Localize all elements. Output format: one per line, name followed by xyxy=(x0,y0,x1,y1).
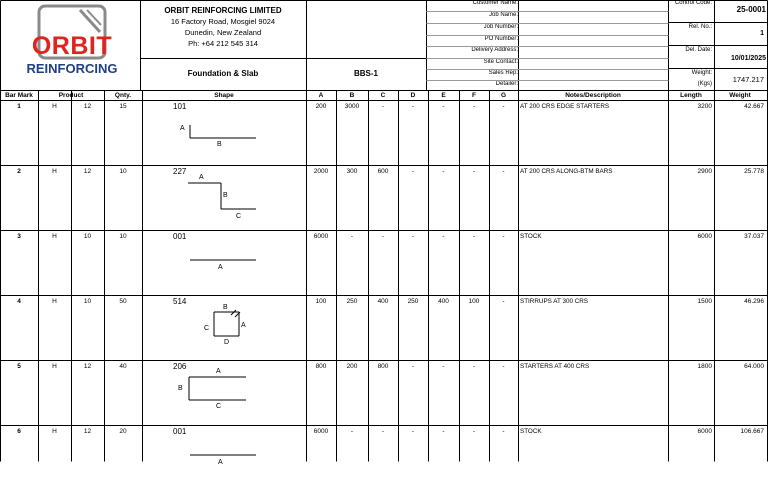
label-rel-no: Rel. No.: xyxy=(688,24,712,30)
label-delivery-address: Delivery Address: xyxy=(471,47,518,53)
col-c: C xyxy=(380,92,386,99)
col-e: E xyxy=(441,92,446,99)
cell-dim-c: - xyxy=(381,233,385,240)
cell-dim-a: 6000 xyxy=(313,428,329,435)
cell-length: 6000 xyxy=(697,233,712,240)
cell-dim-e: - xyxy=(442,103,445,110)
col-g: G xyxy=(500,92,507,99)
cell-dim-e: - xyxy=(442,428,445,435)
col-bar-mark: Bar Mark xyxy=(5,92,33,99)
weight-unit: (Kgs) xyxy=(697,81,712,87)
cell-dim-a: 200 xyxy=(315,103,327,110)
cell-weight: 46.296 xyxy=(744,298,764,305)
label-site-contact: Site Contact: xyxy=(483,59,518,65)
label-detailer: Detailer: xyxy=(495,81,518,87)
cell-dim-f: 100 xyxy=(468,298,480,305)
bar-shape-drawing xyxy=(142,166,306,231)
cell-dim-c: 800 xyxy=(377,363,389,370)
cell-shape-code: 514 xyxy=(173,297,187,306)
cell-shape-code: 227 xyxy=(173,167,187,176)
shape-label-b: B xyxy=(223,192,228,199)
cell-notes: STARTERS AT 400 CRS xyxy=(520,363,590,370)
cell-dim-b: 300 xyxy=(346,168,358,175)
cell-shape-code: 001 xyxy=(173,427,187,436)
cell-bar-mark: 4 xyxy=(17,298,21,305)
label-weight: Weight: xyxy=(691,70,712,76)
label-job-number: Job Number: xyxy=(483,24,518,30)
logo-text-reinforcing: REINFORCING xyxy=(26,61,118,76)
cell-dim-e: - xyxy=(442,233,445,240)
cell-dim-c: - xyxy=(381,428,385,435)
label-job-name: Job Name: xyxy=(488,12,518,18)
rel-no-value: 1 xyxy=(760,30,764,37)
cell-dim-b: - xyxy=(350,233,354,240)
cell-shape-code: 206 xyxy=(173,362,187,371)
cell-product-size: 10 xyxy=(83,233,92,240)
cell-dim-d: - xyxy=(411,233,415,240)
shape-label-c: C xyxy=(216,403,222,410)
company-address-line1: 16 Factory Road, Mosgiel 9024 xyxy=(170,17,276,26)
cell-qnty: 40 xyxy=(119,363,127,370)
cell-product-type: H xyxy=(52,168,57,175)
cell-dim-a: 800 xyxy=(315,363,327,370)
cell-qnty: 20 xyxy=(119,428,127,435)
bar-shape-drawing xyxy=(142,231,306,296)
label-customer-name: Customer Name: xyxy=(472,0,518,6)
shape-label-b: B xyxy=(217,141,222,148)
company-name: ORBIT REINFORCING LIMITED xyxy=(164,6,282,15)
cell-product-type: H xyxy=(52,363,57,370)
cell-dim-d: - xyxy=(411,428,415,435)
cell-shape-code: 101 xyxy=(173,102,187,111)
shape-label-a: A xyxy=(218,459,223,466)
cell-dim-a: 100 xyxy=(315,298,327,305)
cell-dim-f: - xyxy=(472,103,476,110)
cell-weight: 106.667 xyxy=(740,428,764,435)
cell-product-size: 12 xyxy=(83,103,92,110)
bbs-code: BBS-1 xyxy=(353,69,378,78)
cell-qnty: 50 xyxy=(119,298,127,305)
cell-dim-d: - xyxy=(411,103,415,110)
label-control-code: Control Code: xyxy=(674,0,712,6)
cell-qnty: 15 xyxy=(119,103,127,110)
label-po-number: PO Number: xyxy=(484,36,518,42)
weight-total-value: 1747.217 xyxy=(732,75,764,84)
bar-shape-drawing xyxy=(142,426,306,491)
col-a: A xyxy=(318,92,324,99)
company-logo xyxy=(20,4,124,82)
cell-weight: 37.037 xyxy=(744,233,764,240)
cell-product-type: H xyxy=(52,428,57,435)
cell-dim-b: 200 xyxy=(346,363,358,370)
bar-shape-drawing xyxy=(142,296,306,361)
col-length: Length xyxy=(680,92,702,99)
col-notes: Notes/Description xyxy=(565,92,621,99)
control-code-value: 25-0001 xyxy=(736,5,766,14)
shape-diagram xyxy=(142,361,306,426)
cell-bar-mark: 5 xyxy=(17,363,21,370)
cell-dim-g: - xyxy=(502,103,505,110)
shape-diagram xyxy=(142,231,306,296)
cell-bar-mark: 1 xyxy=(17,103,21,110)
col-weight: Weight xyxy=(729,92,751,99)
col-product: Product xyxy=(58,92,84,99)
cell-qnty: 10 xyxy=(119,168,127,175)
cell-dim-d: - xyxy=(411,363,415,370)
del-date-value: 10/01/2025 xyxy=(730,55,766,62)
cell-dim-c: 400 xyxy=(377,298,389,305)
cell-product-size: 10 xyxy=(83,298,92,305)
company-address-line2: Dunedin, New Zealand xyxy=(184,28,262,37)
cell-bar-mark: 2 xyxy=(17,168,21,175)
cell-weight: 42.667 xyxy=(744,103,764,110)
cell-dim-f: - xyxy=(472,168,476,175)
cell-length: 6000 xyxy=(697,428,712,435)
shape-label-a: A xyxy=(180,125,185,132)
cell-dim-g: - xyxy=(502,168,505,175)
cell-weight: 25.778 xyxy=(744,168,764,175)
cell-product-size: 12 xyxy=(83,363,92,370)
shape-diagram xyxy=(142,166,306,231)
col-f: F xyxy=(472,92,476,99)
cell-length: 1800 xyxy=(697,363,712,370)
cell-notes: AT 200 CRS ALONG-BTM BARS xyxy=(520,168,613,175)
cell-notes: STIRRUPS AT 300 CRS xyxy=(520,298,589,305)
cell-dim-e: - xyxy=(442,363,445,370)
cell-dim-c: - xyxy=(381,103,385,110)
cell-dim-f: - xyxy=(472,428,476,435)
cell-bar-mark: 6 xyxy=(17,428,21,435)
cell-notes: STOCK xyxy=(520,428,542,435)
cell-length: 3200 xyxy=(697,103,712,110)
shape-label-c: C xyxy=(204,325,210,332)
cell-notes: AT 200 CRS EDGE STARTERS xyxy=(520,103,610,110)
cell-dim-a: 6000 xyxy=(313,233,329,240)
cell-product-size: 12 xyxy=(83,428,92,435)
shape-label-a: A xyxy=(218,264,223,271)
cell-dim-e: 400 xyxy=(438,298,449,305)
shape-label-b: B xyxy=(223,304,228,311)
company-phone: Ph: +64 212 545 314 xyxy=(188,39,258,48)
shape-label-d: D xyxy=(224,339,230,346)
cell-product-type: H xyxy=(52,103,57,110)
cell-bar-mark: 3 xyxy=(17,233,21,240)
cell-product-type: H xyxy=(52,298,57,305)
bar-shape-drawing xyxy=(142,361,306,426)
shape-label-b: B xyxy=(178,385,183,392)
cell-dim-b: 250 xyxy=(346,298,358,305)
cell-shape-code: 001 xyxy=(173,232,187,241)
cell-dim-b: - xyxy=(350,428,354,435)
cell-dim-d: - xyxy=(411,168,415,175)
cell-dim-g: - xyxy=(502,298,505,305)
col-b: B xyxy=(349,92,355,99)
logo-text-orbit: ORBIT xyxy=(31,32,113,60)
cell-product-type: H xyxy=(52,233,57,240)
col-shape: Shape xyxy=(214,92,234,99)
shape-diagram xyxy=(142,426,306,491)
cell-dim-b: 3000 xyxy=(344,103,360,110)
cell-product-size: 12 xyxy=(83,168,92,175)
cell-dim-d: 250 xyxy=(407,298,419,305)
label-sales-rep: Sales Rep: xyxy=(488,70,518,76)
col-d: D xyxy=(410,92,416,99)
cell-dim-a: 2000 xyxy=(313,168,329,175)
col-qnty: Qnty. xyxy=(114,92,132,99)
shape-diagram xyxy=(142,101,306,166)
shape-diagram xyxy=(142,296,306,361)
cell-length: 1500 xyxy=(697,298,712,305)
cell-weight: 64.000 xyxy=(744,363,764,370)
cell-dim-g: - xyxy=(502,233,505,240)
cell-qnty: 10 xyxy=(119,233,127,240)
cell-length: 2900 xyxy=(697,168,712,175)
cell-notes: STOCK xyxy=(520,233,542,240)
cell-dim-g: - xyxy=(502,363,505,370)
cell-dim-f: - xyxy=(472,233,476,240)
shape-label-a: A xyxy=(241,322,246,329)
cell-dim-f: - xyxy=(472,363,476,370)
bar-shape-drawing xyxy=(142,101,306,166)
shape-label-c: C xyxy=(236,213,242,220)
shape-label-a: A xyxy=(199,174,204,181)
shape-label-a: A xyxy=(216,368,221,375)
cell-dim-e: - xyxy=(442,168,445,175)
cell-dim-g: - xyxy=(502,428,505,435)
cell-dim-c: 600 xyxy=(377,168,389,175)
label-del-date: Del. Date: xyxy=(685,47,712,53)
job-title: Foundation & Slab xyxy=(187,69,259,78)
